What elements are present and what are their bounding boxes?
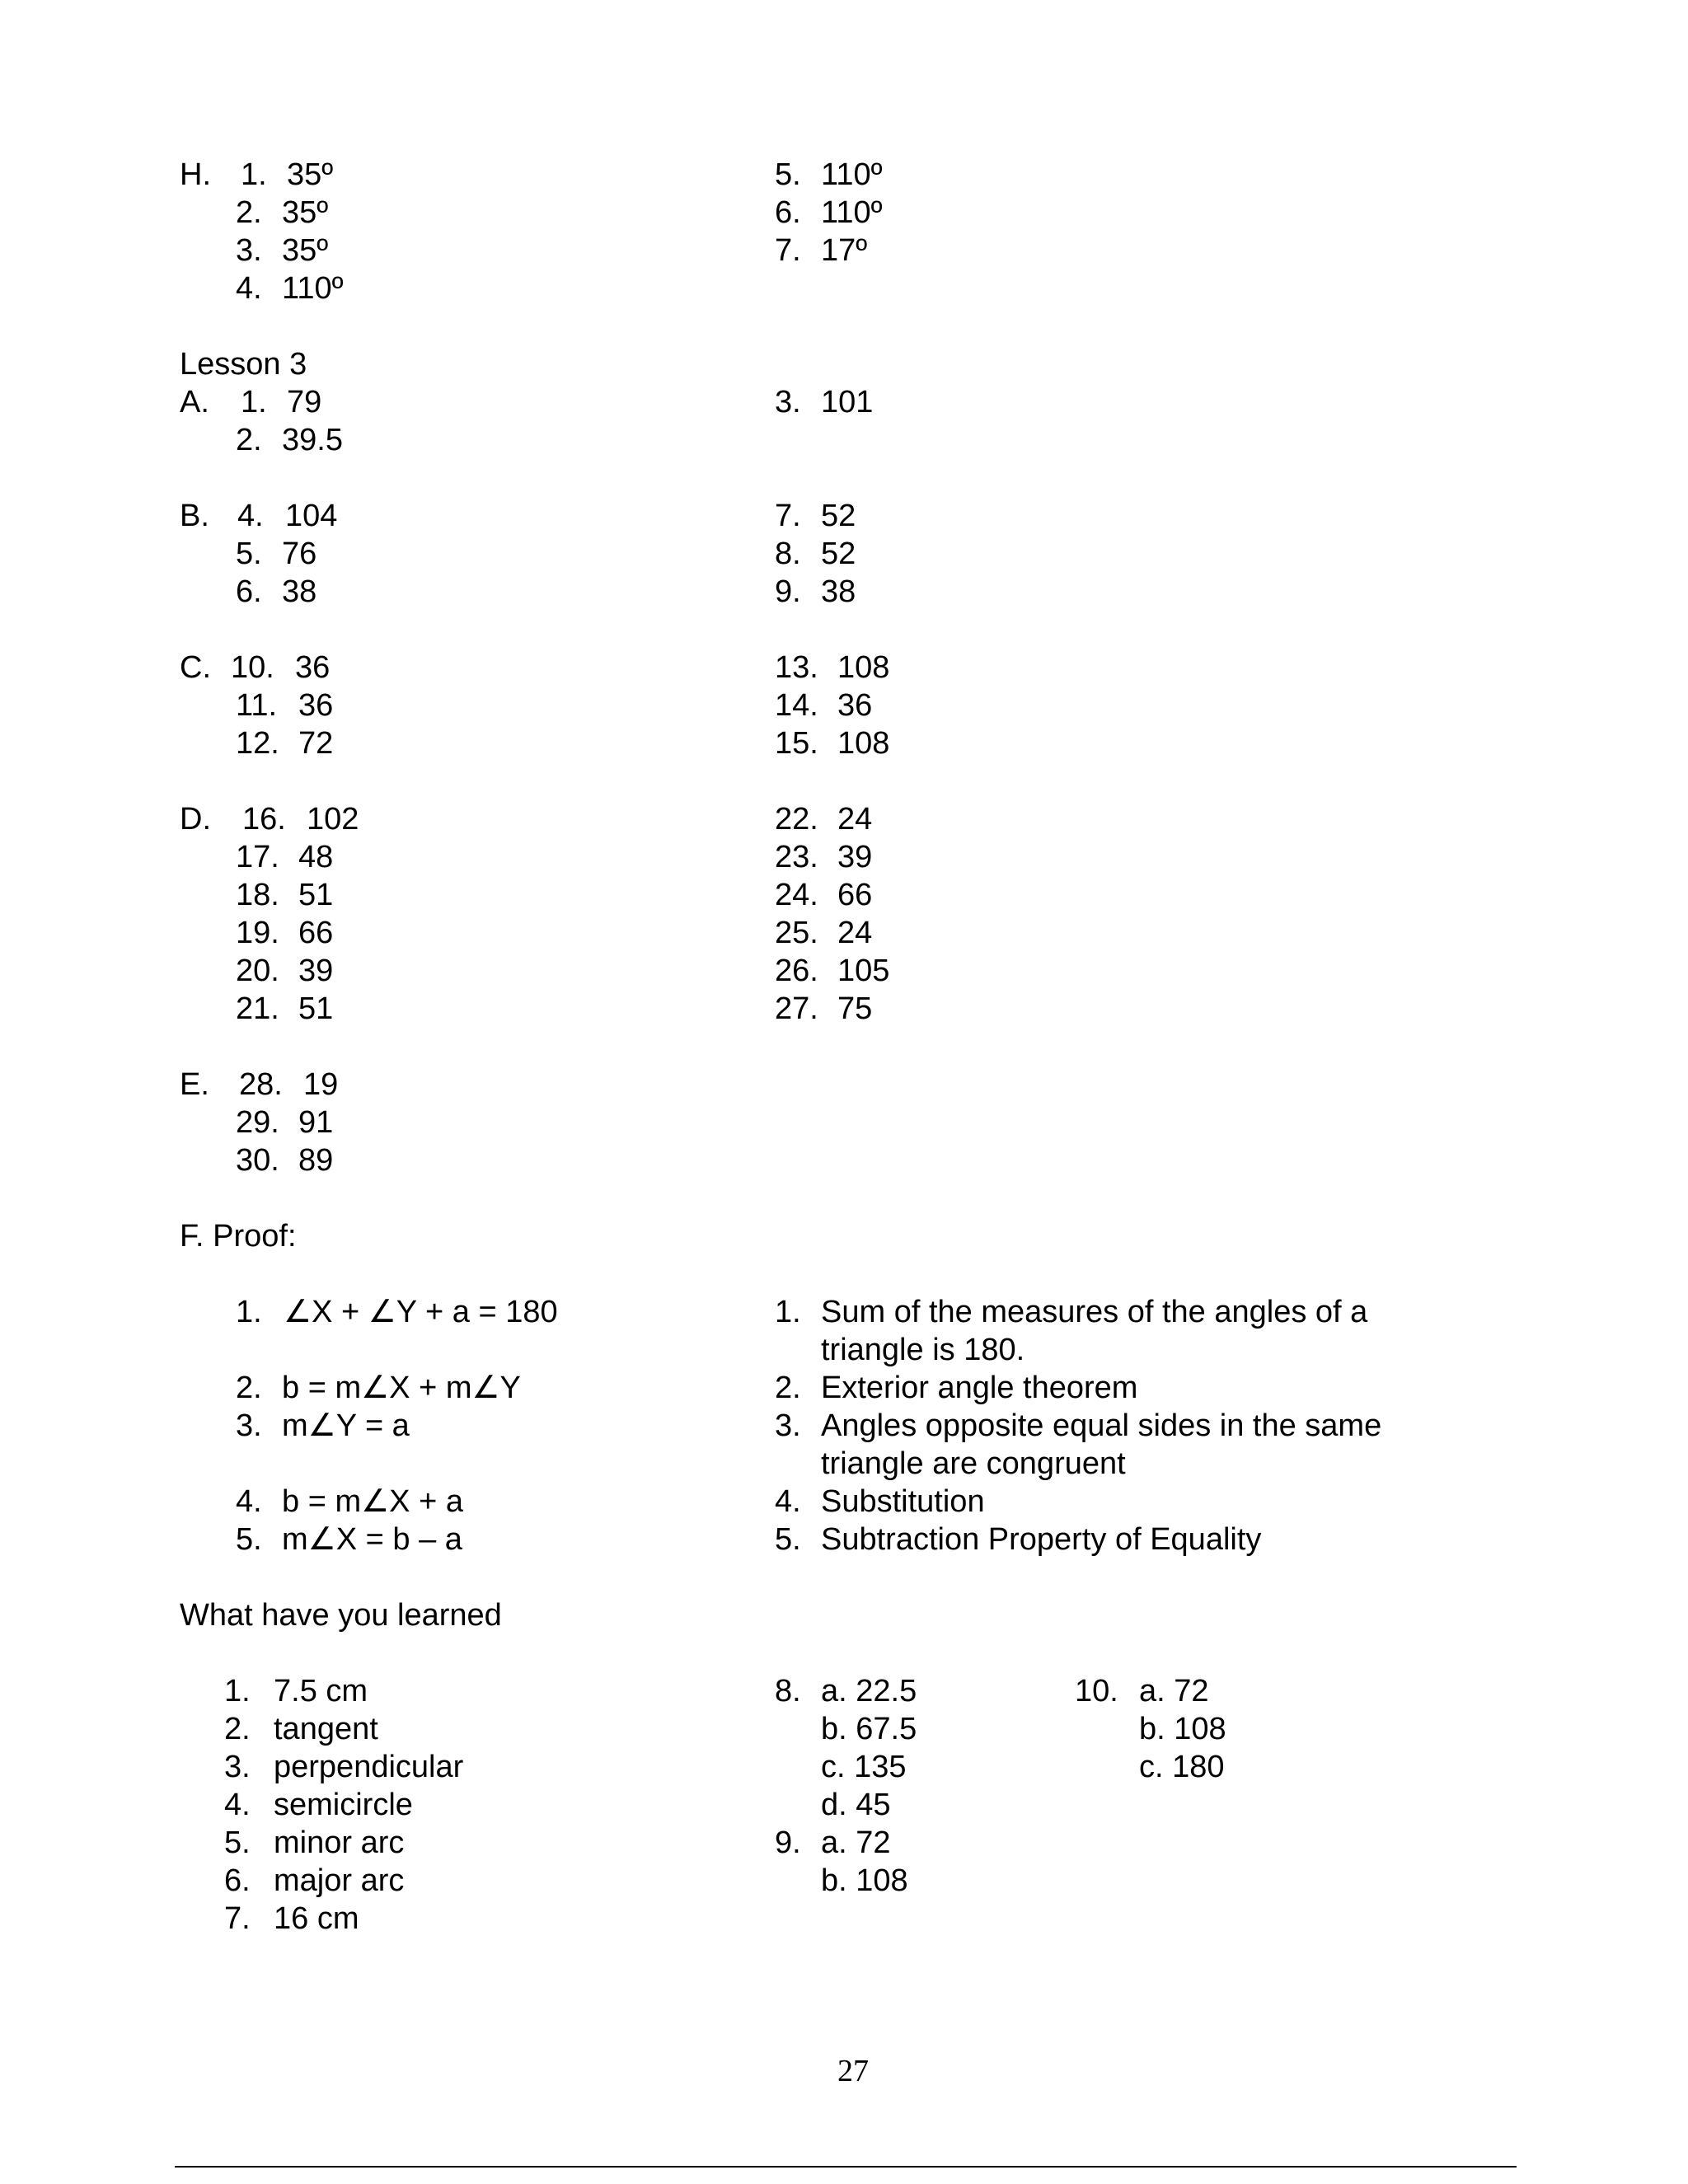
h-item-2-value: 35º [282,195,329,230]
learned-8-c: c. 135 [821,1750,907,1784]
learned-3-value: perpendicular [274,1750,464,1784]
b-item-4-value: 104 [285,499,338,533]
c-item-15-value: 108 [837,726,890,761]
a-item-3-value: 101 [821,385,874,419]
proof-statement-2-num: 2. [236,1371,262,1405]
learned-4-num: 4. [224,1788,251,1822]
h-item-7-num: 7. [775,233,801,268]
a-item-1-num: 1. [241,385,267,419]
proof-reason-5-num: 5. [775,1522,801,1557]
learned-10-c: c. 180 [1139,1750,1225,1784]
proof-reason-3-line-1: Angles opposite equal sides in the same [821,1408,1382,1443]
learned-7-value: 16 cm [274,1901,359,1936]
learned-1-value: 7.5 cm [274,1674,368,1708]
e-item-29-num: 29. [236,1105,279,1140]
proof-statement-3: m∠Y = a [282,1408,410,1443]
learned-8-b: b. 67.5 [821,1712,917,1746]
section-a-letter: A. [180,385,209,419]
c-item-15-num: 15. [775,726,818,761]
proof-reason-4: Substitution [821,1484,985,1519]
proof-reason-5: Subtraction Property of Equality [821,1522,1262,1557]
section-d-letter: D. [180,802,211,837]
proof-reason-4-num: 4. [775,1484,801,1519]
d-item-19-num: 19. [236,916,279,950]
d-item-22-value: 24 [837,802,873,837]
proof-statement-4: b = m∠X + a [282,1484,463,1519]
c-item-12-value: 72 [298,726,334,761]
d-item-19-value: 66 [298,916,334,950]
h-item-7-value: 17º [821,233,868,268]
learned-3-num: 3. [224,1750,251,1784]
d-item-17-value: 48 [298,840,334,874]
section-b-letter: B. [180,499,209,533]
b-item-7-value: 52 [821,499,856,533]
d-item-16-num: 16. [242,802,286,837]
c-item-12-num: 12. [236,726,279,761]
learned-9-a: a. 72 [821,1825,891,1860]
proof-statement-3-num: 3. [236,1408,262,1443]
footer-rule [175,2166,1517,2168]
b-item-9-value: 38 [821,574,856,609]
c-item-10-num: 10. [231,650,274,685]
lesson-3-heading: Lesson 3 [180,347,307,382]
d-item-20-value: 39 [298,954,334,988]
proof-statement-5: m∠X = b – a [282,1522,462,1557]
proof-reason-3-num: 3. [775,1408,801,1443]
d-item-21-value: 51 [298,991,334,1026]
d-item-22-num: 22. [775,802,818,837]
learned-8-num: 8. [775,1674,801,1708]
d-item-16-value: 102 [307,802,359,837]
d-item-24-num: 24. [775,878,818,912]
h-item-4-value: 110º [282,271,344,306]
learned-4-value: semicircle [274,1788,413,1822]
learned-6-value: major arc [274,1863,405,1898]
h-item-3-num: 3. [236,233,262,268]
d-item-18-value: 51 [298,878,334,912]
c-item-13-value: 108 [837,650,890,685]
d-item-17-num: 17. [236,840,279,874]
d-item-23-num: 23. [775,840,818,874]
e-item-28-num: 28. [239,1067,283,1102]
c-item-13-num: 13. [775,650,818,685]
learned-6-num: 6. [224,1863,251,1898]
d-item-25-num: 25. [775,916,818,950]
section-h-letter: H. [180,157,211,192]
section-c-letter: C. [180,650,211,685]
h-item-3-value: 35º [282,233,329,268]
learned-7-num: 7. [224,1901,251,1936]
learned-10-b: b. 108 [1139,1712,1226,1746]
learned-9-b: b. 108 [821,1863,908,1898]
d-item-23-value: 39 [837,840,873,874]
proof-statement-5-num: 5. [236,1522,262,1557]
learned-5-value: minor arc [274,1825,405,1860]
d-item-26-num: 26. [775,954,818,988]
d-item-27-num: 27. [775,991,818,1026]
proof-reason-2: Exterior angle theorem [821,1371,1138,1405]
d-item-25-value: 24 [837,916,873,950]
learned-10-num: 10. [1075,1674,1118,1708]
d-item-21-num: 21. [236,991,279,1026]
b-item-5-value: 76 [282,537,317,571]
h-item-2-num: 2. [236,195,262,230]
learned-heading: What have you learned [180,1598,502,1633]
e-item-30-num: 30. [236,1143,279,1178]
h-item-1-value: 35º [287,157,334,192]
learned-2-value: tangent [274,1712,378,1746]
d-item-26-value: 105 [837,954,890,988]
c-item-14-value: 36 [837,688,873,723]
c-item-14-num: 14. [775,688,818,723]
e-item-28-value: 19 [303,1067,339,1102]
b-item-7-num: 7. [775,499,801,533]
a-item-2-num: 2. [236,423,262,457]
h-item-6-num: 6. [775,195,801,230]
proof-reason-1-line-1: Sum of the measures of the angles of a [821,1295,1368,1329]
section-e-letter: E. [180,1067,209,1102]
b-item-4-num: 4. [237,499,264,533]
proof-statement-1-num: 1. [236,1295,262,1329]
h-item-1-num: 1. [241,157,267,192]
proof-reason-1-line-2: triangle is 180. [821,1333,1025,1367]
section-f-heading: F. Proof: [180,1219,297,1254]
learned-5-num: 5. [224,1825,251,1860]
d-item-18-num: 18. [236,878,279,912]
proof-statement-4-num: 4. [236,1484,262,1519]
c-item-11-num: 11. [236,688,278,723]
proof-statement-2: b = m∠X + m∠Y [282,1371,521,1405]
a-item-2-value: 39.5 [282,423,343,457]
b-item-9-num: 9. [775,574,801,609]
c-item-10-value: 36 [295,650,331,685]
learned-9-num: 9. [775,1825,801,1860]
b-item-8-value: 52 [821,537,856,571]
h-item-5-value: 110º [821,157,883,192]
d-item-20-num: 20. [236,954,279,988]
learned-1-num: 1. [224,1674,251,1708]
page-number: 27 [837,2054,869,2088]
learned-8-d: d. 45 [821,1788,891,1822]
h-item-6-value: 110º [821,195,883,230]
proof-reason-2-num: 2. [775,1371,801,1405]
h-item-5-num: 5. [775,157,801,192]
h-item-4-num: 4. [236,271,262,306]
a-item-1-value: 79 [287,385,322,419]
learned-8-a: a. 22.5 [821,1674,917,1708]
e-item-30-value: 89 [298,1143,334,1178]
learned-2-num: 2. [224,1712,251,1746]
b-item-5-num: 5. [236,537,262,571]
b-item-6-value: 38 [282,574,317,609]
c-item-11-value: 36 [298,688,334,723]
b-item-6-num: 6. [236,574,262,609]
d-item-24-value: 66 [837,878,873,912]
e-item-29-value: 91 [298,1105,334,1140]
b-item-8-num: 8. [775,537,801,571]
learned-10-a: a. 72 [1139,1674,1209,1708]
d-item-27-value: 75 [837,991,873,1026]
proof-reason-1-num: 1. [775,1295,801,1329]
proof-reason-3-line-2: triangle are congruent [821,1446,1126,1481]
a-item-3-num: 3. [775,385,801,419]
proof-statement-1: ∠X + ∠Y + a = 180 [284,1295,558,1329]
